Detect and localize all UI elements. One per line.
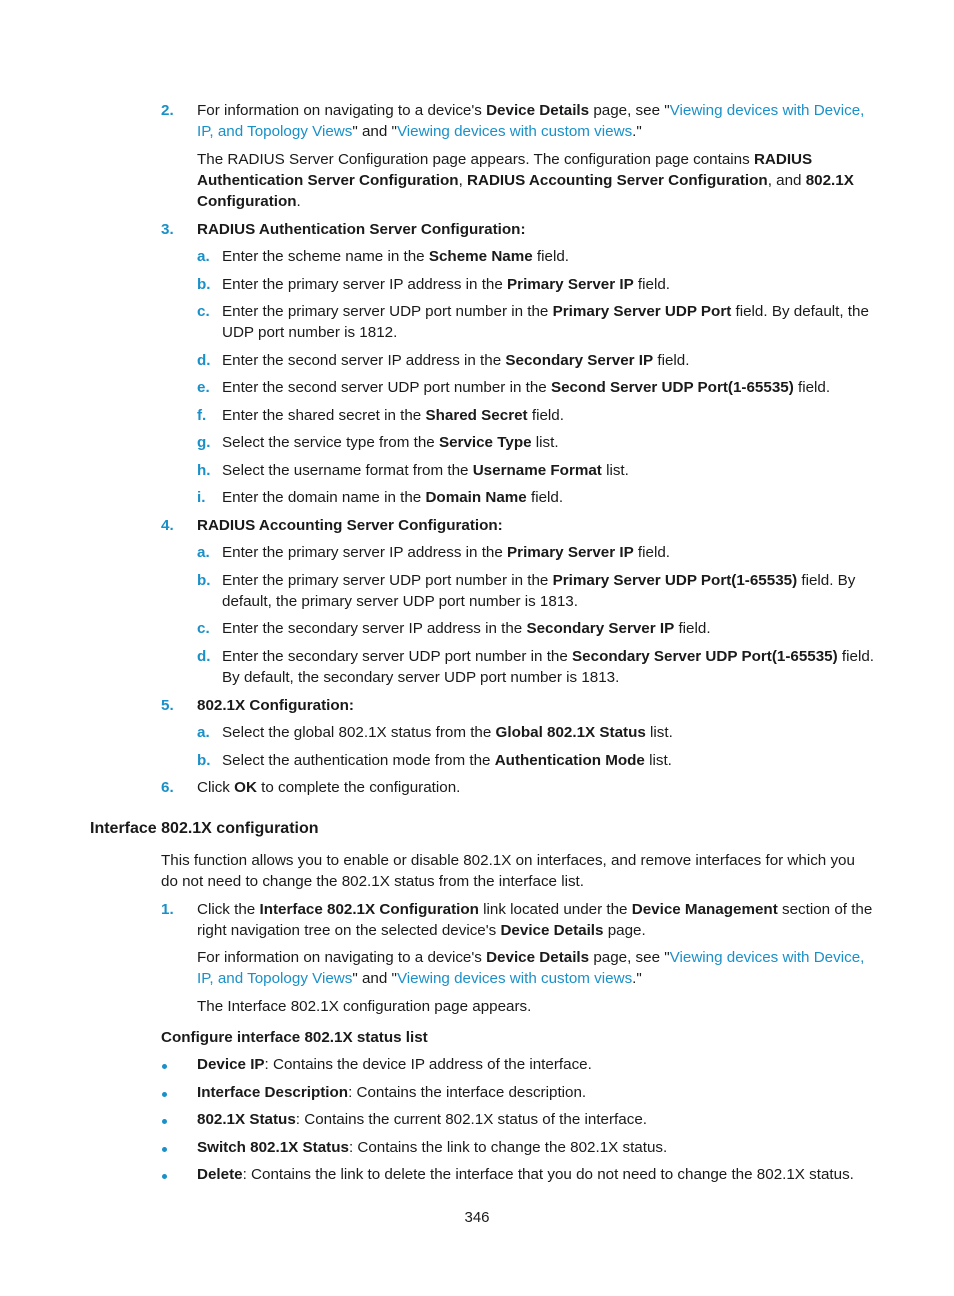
- substep-text: Enter the scheme name in the Scheme Name field.: [222, 248, 569, 265]
- bullet-icon: [162, 1064, 167, 1069]
- substep-text: Enter the primary server IP address in the Primary Server IP field.: [222, 544, 671, 561]
- bullet-icon: [162, 1119, 167, 1124]
- substep-text: Enter the second server IP address in the Secondary Server IP field.: [222, 352, 690, 369]
- substep-letter: e.: [197, 379, 210, 396]
- substep-letter: b.: [197, 752, 211, 769]
- substep-text: By default, the secondary server UDP port number is 1813.: [222, 669, 620, 686]
- substep-text: UDP port number is 1812.: [222, 324, 398, 341]
- step-text: Click the Interface 802.1X Configuration link located under the Device Management section of the: [197, 901, 873, 918]
- substep-text: Enter the primary server UDP port number in the Primary Server UDP Port field. By default, the: [222, 303, 869, 320]
- substep-text: Enter the secondary server UDP port number in the Secondary Server UDP Port(1-65535) field.: [222, 648, 874, 665]
- link-custom-views[interactable]: Viewing devices with custom views: [396, 970, 633, 987]
- substep-text: Enter the secondary server IP address in the Secondary Server IP field.: [222, 620, 711, 637]
- bullet-icon: [162, 1092, 167, 1097]
- substep-text: Select the global 802.1X status from the Global 802.1X Status list.: [222, 724, 673, 741]
- substep-text: Select the authentication mode from the Authentication Mode list.: [222, 752, 672, 769]
- substep-letter: d.: [197, 352, 211, 369]
- paragraph: The RADIUS Server Configuration page appears. The configuration page contains RADIUS: [197, 151, 813, 168]
- substep-letter: b.: [197, 276, 211, 293]
- link-custom-views[interactable]: Viewing devices with custom views: [396, 123, 633, 140]
- link-viewing-devices-cont[interactable]: IP, and Topology Views: [197, 970, 353, 987]
- step-number: 5.: [161, 697, 174, 714]
- link-viewing-devices[interactable]: Viewing devices with Device,: [669, 949, 865, 966]
- bullet-icon: [162, 1174, 167, 1179]
- list-title: Configure interface 802.1X status list: [161, 1029, 428, 1046]
- bullet-icon: [162, 1147, 167, 1152]
- step-number: 6.: [161, 779, 174, 796]
- section-heading: Interface 802.1X configuration: [90, 820, 319, 837]
- substep-letter: b.: [197, 572, 211, 589]
- step-text: IP, and Topology Views" and "Viewing devices with custom views.": [197, 123, 642, 140]
- paragraph: IP, and Topology Views" and "Viewing devices with custom views.": [197, 970, 642, 987]
- step-title: 802.1X Configuration:: [197, 697, 354, 714]
- page-number: 346: [464, 1209, 490, 1226]
- step-text: right navigation tree on the selected device's Device Details page.: [197, 922, 646, 939]
- substep-letter: f.: [197, 407, 207, 424]
- substep-letter: g.: [197, 434, 211, 451]
- link-viewing-devices-cont[interactable]: IP, and Topology Views: [197, 123, 353, 140]
- substep-letter: d.: [197, 648, 211, 665]
- paragraph: The Interface 802.1X configuration page appears.: [197, 998, 532, 1015]
- paragraph: do not need to change the 802.1X status from the interface list.: [161, 873, 584, 890]
- list-item: Interface Description: Contains the interface description.: [197, 1084, 587, 1101]
- substep-letter: c.: [197, 303, 210, 320]
- paragraph: For information on navigating to a device's Device Details page, see "Viewing devices with Device,: [197, 949, 865, 966]
- step-title: RADIUS Authentication Server Configuration:: [197, 221, 526, 238]
- step-text: For information on navigating to a device's Device Details page, see "Viewing devices with Device,: [197, 102, 865, 119]
- substep-letter: h.: [197, 462, 211, 479]
- step-number: 3.: [161, 221, 174, 238]
- paragraph: Configuration.: [197, 193, 301, 210]
- list-item: Switch 802.1X Status: Contains the link to change the 802.1X status.: [197, 1139, 668, 1156]
- substep-text: Enter the primary server UDP port number in the Primary Server UDP Port(1-65535) field. By: [222, 572, 856, 589]
- substep-text: default, the primary server UDP port number is 1813.: [222, 593, 578, 610]
- list-item: 802.1X Status: Contains the current 802.1X status of the interface.: [197, 1111, 647, 1128]
- substep-letter: a.: [197, 544, 210, 561]
- step-number: 4.: [161, 517, 174, 534]
- link-viewing-devices[interactable]: Viewing devices with Device,: [669, 102, 865, 119]
- substep-text: Enter the domain name in the Domain Name field.: [222, 489, 564, 506]
- substep-letter: a.: [197, 248, 210, 265]
- substep-text: Enter the second server UDP port number in the Second Server UDP Port(1-65535) field.: [222, 379, 831, 396]
- step-title: RADIUS Accounting Server Configuration:: [197, 517, 503, 534]
- list-item: Device IP: Contains the device IP address of the interface.: [197, 1056, 592, 1073]
- step-number: 2.: [161, 102, 174, 119]
- substep-text: Select the username format from the Username Format list.: [222, 462, 629, 479]
- substep-letter: a.: [197, 724, 210, 741]
- paragraph: This function allows you to enable or disable 802.1X on interfaces, and remove interfaces for which you: [161, 852, 855, 869]
- substep-text: Enter the primary server IP address in the Primary Server IP field.: [222, 276, 671, 293]
- substep-text: Select the service type from the Service Type list.: [222, 434, 559, 451]
- step-number: 1.: [161, 901, 174, 918]
- substep-letter: c.: [197, 620, 210, 637]
- paragraph: Authentication Server Configuration, RADIUS Accounting Server Configuration, and 802.1X: [197, 172, 854, 189]
- substep-letter: i.: [197, 489, 206, 506]
- substep-text: Enter the shared secret in the Shared Secret field.: [222, 407, 564, 424]
- step-text: Click OK to complete the configuration.: [197, 779, 461, 796]
- list-item: Delete: Contains the link to delete the interface that you do not need to change the 802.1X status.: [197, 1166, 854, 1183]
